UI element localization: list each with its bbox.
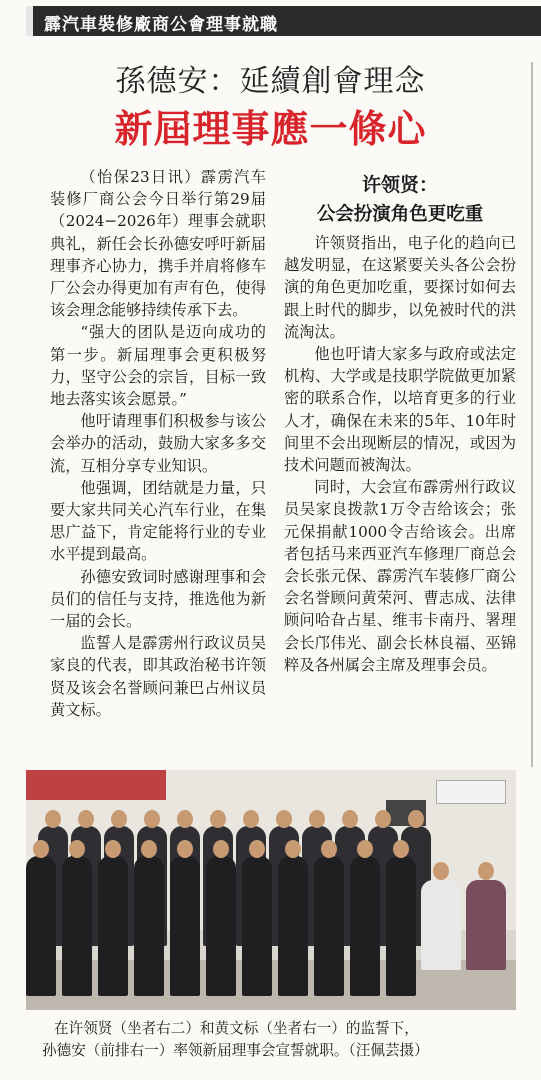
- group-photo: [26, 770, 516, 1010]
- attendee-head: [243, 810, 259, 828]
- air-conditioner: [436, 780, 506, 804]
- right-column: [284, 232, 516, 676]
- attendee-figure: [26, 856, 56, 996]
- attendee-head: [177, 810, 193, 828]
- attendee-figure: [278, 856, 308, 996]
- subheadline: 孫德安：延續創會理念: [115, 64, 426, 99]
- attendee-head: [45, 810, 61, 828]
- attendee-head: [111, 810, 127, 828]
- attendee-head: [177, 840, 193, 858]
- paragraph: 他强调，团结就是力量，只要大家共同关心汽车行业，在集思广益下，肯定能将行业的专业水平提到最高。: [50, 478, 266, 564]
- attendee-head: [78, 810, 94, 828]
- paragraph: 他也吁请大家多与政府或法定机构、大学或是技职学院做更加紧密的联系合作，以培育更多的行业人才，确保在未来的5年、10年时间里不会出现断层的情况，或因为技术问题而被淘汰。: [284, 345, 516, 475]
- section-banner: [26, 6, 541, 36]
- attendee-head: [408, 810, 424, 828]
- attendee-head: [276, 810, 292, 828]
- side-title-topic: 公会扮演角色更吃重: [316, 204, 484, 225]
- attendee-head: [357, 840, 373, 858]
- paragraph: 他吁请理事们积极参与该公会举办的活动，鼓励大家多多交流，互相分享专业知识。: [50, 412, 266, 475]
- attendee-head: [105, 840, 121, 858]
- seated-attendee: [466, 880, 506, 970]
- attendee-head: [393, 840, 409, 858]
- paragraph: 孙德安致词时感谢理事和会员们的信任与支持，推选他为新一届的会长。: [50, 567, 266, 631]
- seated-attendee: [421, 880, 461, 970]
- caption-line: 在许领贤（坐者右二）和黄文标（坐者右一）的监誓下，: [54, 1020, 419, 1037]
- attendee-head: [321, 840, 337, 858]
- attendee-head: [478, 862, 494, 880]
- section-kicker: 霹汽車裝修廠商公會理事就職: [44, 15, 278, 35]
- attendee-head: [342, 810, 358, 828]
- attendee-figure: [206, 856, 236, 996]
- attendee-head: [69, 840, 85, 858]
- banner-accent: [26, 6, 33, 36]
- attendee-figure: [242, 856, 272, 996]
- side-title-speaker: 许领贤：: [361, 174, 438, 196]
- attendee-head: [249, 840, 265, 858]
- attendee-figure: [350, 856, 380, 996]
- attendee-figure: [314, 856, 344, 996]
- headline: 新屆理事應一條心: [114, 107, 427, 151]
- attendee-head: [433, 862, 449, 880]
- attendee-head: [285, 840, 301, 858]
- attendee-head: [33, 840, 49, 858]
- paragraph: “强大的团队是迈向成功的第一步。新届理事会更积极努力，坚守公会的宗旨，目标一致地去落实该会愿景。”: [50, 323, 266, 409]
- attendee-figure: [62, 856, 92, 996]
- attendee-head: [141, 840, 157, 858]
- attendee-figure: [134, 856, 164, 996]
- attendee-head: [213, 840, 229, 858]
- attendee-head: [309, 810, 325, 828]
- paragraph: 监誓人是霹雳州行政议员吴家良的代表，即其政治秘书许领贤及该会名誉顾问兼巴占州议员黄文标。: [50, 634, 266, 719]
- attendee-head: [144, 810, 160, 828]
- attendee-head: [210, 810, 226, 828]
- photo-caption: [42, 1018, 522, 1061]
- attendee-head: [375, 810, 391, 828]
- attendee-figure: [170, 856, 200, 996]
- caption-line: 孙德安（前排右一）率领新届理事会宣誓就职。（汪佩芸摄）: [42, 1041, 429, 1059]
- paragraph: 许领贤指出，电子化的趋向已越发明显，在这紧要关头各公会扮演的角色更加吃重，要探讨如何去跟上时代的脚步，以免被时代的洪流淘汰。: [284, 234, 516, 341]
- column-rule: [531, 62, 533, 767]
- left-column: [50, 166, 266, 721]
- photo-backdrop-banner: [26, 770, 166, 800]
- paragraph: （怡保23日讯）霹雳汽车装修厂商公会今日举行第29届（2024−2026年）理事会就职典礼，新任会长孙德安呼吁新届理事齐心协力，携手并肩将修车厂公会办得更加有声有色，使得该会理念能够持续传承下去。: [50, 168, 266, 320]
- attendee-figure: [98, 856, 128, 996]
- attendee-figure: [386, 856, 416, 996]
- paragraph: 同时，大会宣布霹雳州行政议员吴家良拨款1万令吉给该会；张元保捐献1000令吉给该会。出席者包括马来西亚汽车修理厂商总会会长张元保、霹雳汽车装修厂商公会名誉顾问黄荣河、曹志成、法律顾问哈旮占星、维韦卡南丹、署理会长邝伟光、副会长林良福、巫锦粹及各州属会主席及理事会员。: [284, 478, 516, 674]
